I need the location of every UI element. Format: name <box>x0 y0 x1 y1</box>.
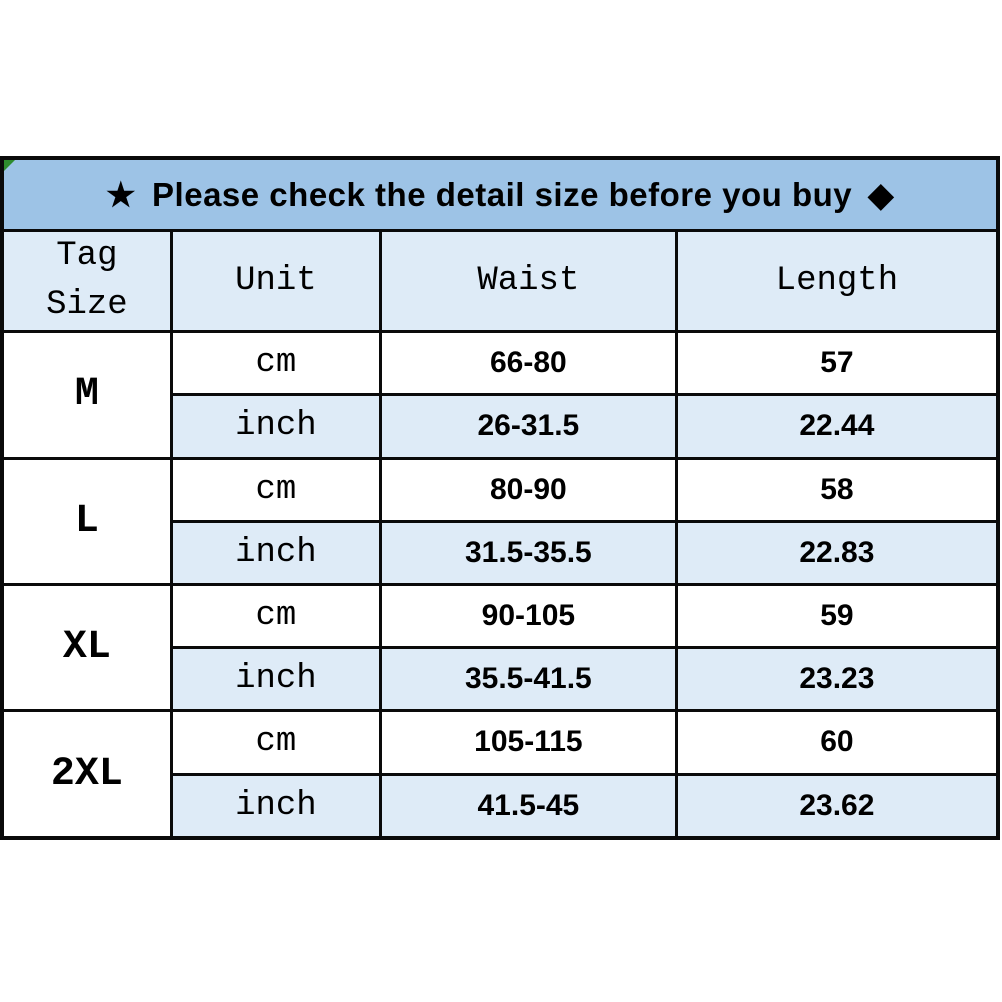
banner-row <box>2 158 998 230</box>
table-row-l-cm <box>2 458 998 521</box>
waist-value: 41.5-45 <box>380 774 676 838</box>
waist-value: 105-115 <box>380 711 676 774</box>
header-tag-size-label: Tag Size <box>46 236 128 324</box>
diamond-icon: ◆ <box>868 175 895 213</box>
unit-label: cm <box>171 458 380 521</box>
waist-value: 90-105 <box>380 584 676 647</box>
size-chart-table <box>0 156 1000 840</box>
waist-value: 26-31.5 <box>380 395 676 458</box>
unit-label: cm <box>171 584 380 647</box>
tag-size-xl: XL <box>2 584 171 710</box>
length-value: 23.23 <box>676 648 998 711</box>
table-row-xl-cm <box>2 584 998 647</box>
banner-text: Please check the detail size before you buy <box>152 175 853 213</box>
table-header-row <box>2 230 998 332</box>
header-tag-size <box>2 230 171 332</box>
unit-label: cm <box>171 332 380 395</box>
header-unit: Unit <box>171 230 380 332</box>
length-value: 57 <box>676 332 998 395</box>
waist-value: 35.5-41.5 <box>380 648 676 711</box>
length-value: 22.44 <box>676 395 998 458</box>
unit-label: inch <box>171 521 380 584</box>
table-row-2xl-cm <box>2 711 998 774</box>
tag-size-2xl: 2XL <box>2 711 171 838</box>
header-length: Length <box>676 230 998 332</box>
unit-label: cm <box>171 711 380 774</box>
header-waist: Waist <box>380 230 676 332</box>
tag-size-m: M <box>2 332 171 458</box>
unit-label: inch <box>171 395 380 458</box>
banner <box>2 158 998 230</box>
waist-value: 31.5-35.5 <box>380 521 676 584</box>
waist-value: 66-80 <box>380 332 676 395</box>
length-value: 22.83 <box>676 521 998 584</box>
unit-label: inch <box>171 648 380 711</box>
table-row-m-cm <box>2 332 998 395</box>
star-icon: ★ <box>105 175 137 213</box>
length-value: 60 <box>676 711 998 774</box>
tag-size-l: L <box>2 458 171 584</box>
length-value: 23.62 <box>676 774 998 838</box>
waist-value: 80-90 <box>380 458 676 521</box>
length-value: 59 <box>676 584 998 647</box>
excel-corner-triangle-icon <box>4 160 15 171</box>
length-value: 58 <box>676 458 998 521</box>
unit-label: inch <box>171 774 380 838</box>
